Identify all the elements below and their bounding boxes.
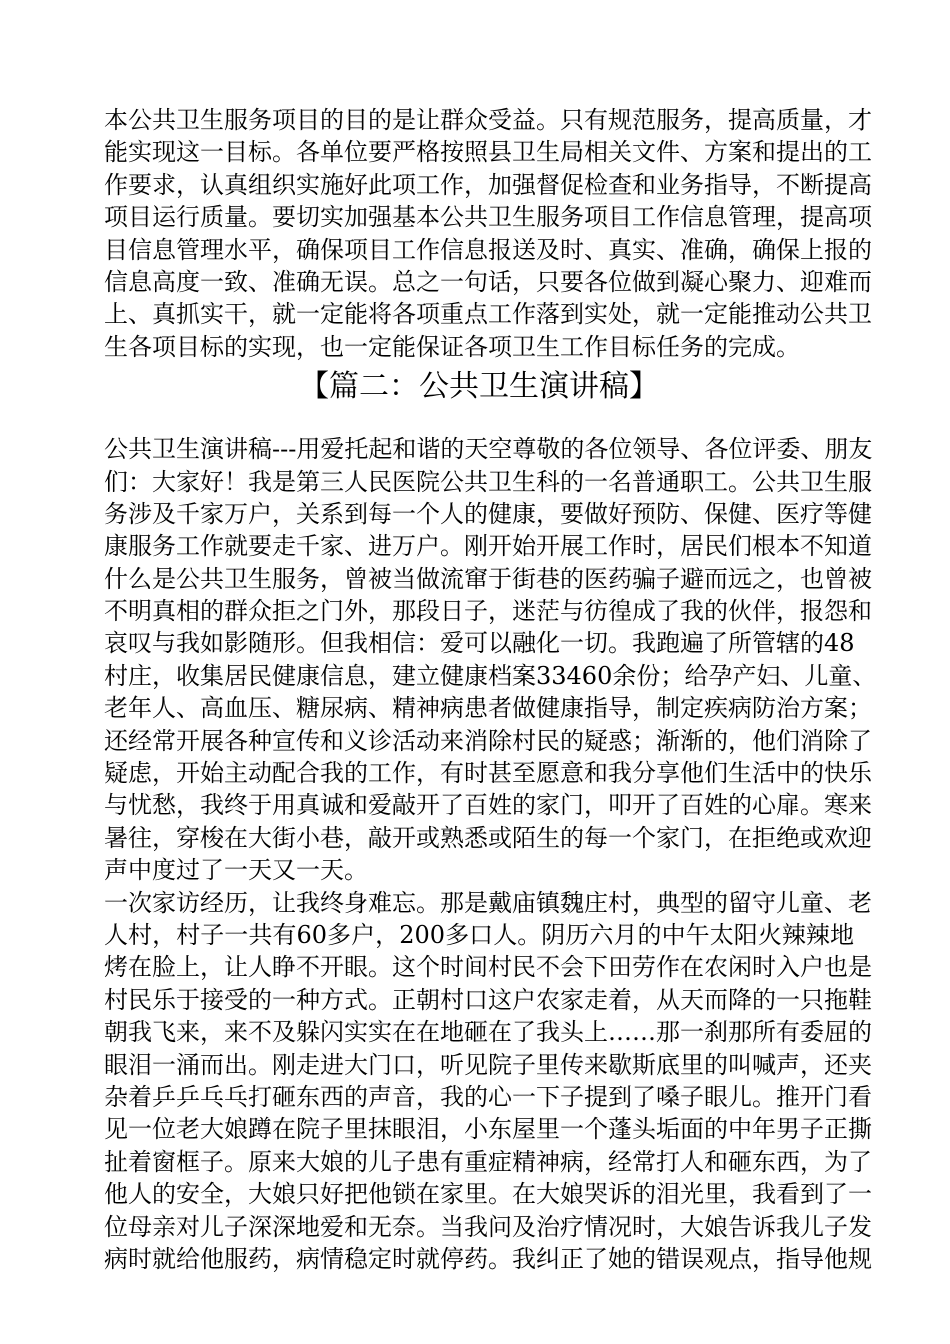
text-line: 什么是公共卫生服务，曾被当做流窜于街巷的医药骗子避而远之，也曾被: [104, 564, 872, 593]
paragraph-2: [104, 433, 877, 886]
text-line: 康服务工作就要走千家、进万户。刚开始开展工作时，居民们根本不知道: [104, 532, 872, 561]
text-line: 信息高度一致、准确无误。总之一句话，只要各位做到凝心聚力、迎难而: [104, 267, 872, 296]
section-heading: 【篇二：公共卫生演讲稿】: [299, 369, 659, 405]
text-line: 村庄，收集居民健康信息，建立健康档案33460余份；给孕产妇、儿童、: [104, 661, 877, 690]
paragraph-3: [104, 887, 872, 1276]
text-line: 扯着窗框子。原来大娘的儿子患有重症精神病，经常打人和砸东西，为了: [104, 1147, 872, 1176]
text-line: 杂着乒乒乓乓打砸东西的声音，我的心一下子提到了嗓子眼儿。推开门看: [104, 1082, 872, 1111]
text-line: 哀叹与我如影随形。但我相信：爱可以融化一切。我跑遍了所管辖的48: [104, 629, 855, 658]
text-line: 见一位老大娘蹲在院子里抹眼泪，小东屋里一个蓬头垢面的中年男子正撕: [104, 1115, 872, 1144]
text-line: 一次家访经历，让我终身难忘。那是戴庙镇魏庄村，典型的留守儿童、老: [104, 888, 872, 917]
text-line: 位母亲对儿子深深地爱和无奈。当我问及治疗情况时，大娘告诉我儿子发: [104, 1212, 872, 1241]
text-line: 还经常开展各种宣传和义诊活动来消除村民的疑惑；渐渐的，他们消除了: [104, 726, 872, 755]
text-line: 公共卫生演讲稿---用爱托起和谐的天空尊敬的各位领导、各位评委、朋友: [104, 435, 873, 464]
paragraph-1: [104, 104, 872, 363]
text-line: 人村，村子一共有60多户，200多口人。阴历六月的中午太阳火辣辣地: [104, 920, 854, 949]
text-line: 生各项目标的实现，也一定能保证各项卫生工作目标任务的完成。: [104, 332, 800, 361]
text-line: 老年人、高血压、糖尿病、精神病患者做健康指导，制定疾病防治方案；: [104, 694, 872, 723]
document-page: [104, 104, 877, 1275]
text-line: 上、真抓实干，就一定能将各项重点工作落到实处，就一定能推动公共卫: [104, 300, 872, 329]
text-line: 能实现这一目标。各单位要严格按照县卫生局相关文件、方案和提出的工: [104, 138, 872, 167]
text-line: 病时就给他服药，病情稳定时就停药。我纠正了她的错误观点，指导他规: [104, 1244, 872, 1273]
text-line: 他人的安全，大娘只好把他锁在家里。在大娘哭诉的泪光里，我看到了一: [104, 1180, 872, 1209]
text-line: 疑虑，开始主动配合我的工作，有时甚至愿意和我分享他们生活中的快乐: [104, 759, 872, 788]
text-line: 烤在脸上，让人睁不开眼。这个时间村民不会下田劳作在农闲时入户也是: [104, 953, 872, 982]
text-line: 眼泪一涌而出。刚走进大门口，听见院子里传来歇斯底里的叫喊声，还夹: [104, 1050, 872, 1079]
text-line: 与忧愁，我终于用真诚和爱敲开了百姓的家门，叩开了百姓的心扉。寒来: [104, 791, 872, 820]
text-line: 项目运行质量。要切实加强基本公共卫生服务项目工作信息管理，提高项: [104, 203, 872, 232]
text-line: 不明真相的群众拒之门外，那段日子，迷茫与彷徨成了我的伙伴，报怨和: [104, 597, 872, 626]
text-line: 村民乐于接受的一种方式。正朝村口这户农家走着，从天而降的一只拖鞋: [104, 985, 872, 1014]
text-line: 务涉及千家万户，关系到每一个人的健康，要做好预防、保健、医疗等健: [104, 499, 872, 528]
text-line: 暑往，穿梭在大街小巷，敲开或熟悉或陌生的每一个家门，在拒绝或欢迎: [104, 823, 872, 852]
text-line: 目信息管理水平，确保项目工作信息报送及时、真实、准确，确保上报的: [104, 235, 872, 264]
text-line: 作要求，认真组织实施好此项工作，加强督促检查和业务指导，不断提高: [104, 170, 872, 199]
text-line: 本公共卫生服务项目的目的是让群众受益。只有规范服务，提高质量，才: [104, 106, 872, 134]
text-line: 朝我飞来，来不及躲闪实实在在地砸在了我头上……那一刹那所有委屈的: [104, 1018, 872, 1047]
text-line: 声中度过了一天又一天。: [104, 856, 368, 885]
text-line: 们：大家好！我是第三人民医院公共卫生科的一名普通职工。公共卫生服: [104, 467, 872, 496]
